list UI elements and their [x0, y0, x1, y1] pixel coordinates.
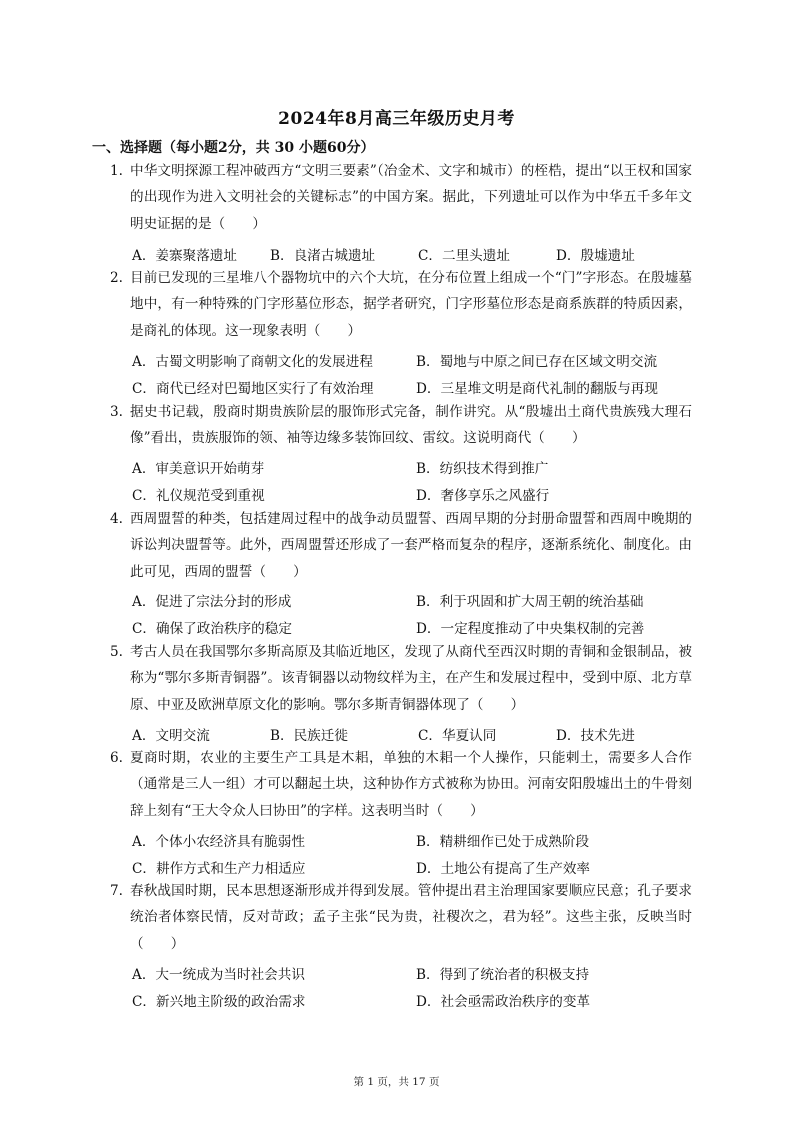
- option-a: A．审美意识开始萌芽: [132, 461, 265, 477]
- question-6: [110, 745, 692, 824]
- option-c: C．耕作方式和生产力相适应: [132, 861, 306, 877]
- question-1: [110, 158, 692, 237]
- page-footer: 第 1 页，共 17 页: [353, 1076, 440, 1088]
- option-d: D．社会亟需政治秩序的变革: [416, 994, 591, 1010]
- option-b: B．良渚古城遗址: [270, 248, 376, 264]
- option-d: D．技术先进: [556, 728, 635, 744]
- option-c: C．新兴地主阶级的政治需求: [132, 994, 306, 1010]
- option-c: C．华夏认同: [418, 728, 497, 744]
- option-b: B．利于巩固和扩大周王朝的统治基础: [416, 594, 644, 610]
- question-number: 7.: [110, 883, 123, 899]
- section-header: 一、选择题（每小题2分，共 30 小题60分）: [92, 140, 375, 156]
- option-a: A．个体小农经济具有脆弱性: [132, 834, 305, 850]
- question-stem: 西周盟誓的种类，包括建周过程中的战争动员盟誓、西周早期的分封册命盟誓和西周中晚期的诉讼判决盟誓等。此外，西周盟誓还形成了一套严格而复杂的程序，逐渐系统化、制度化。由此可见，西周的盟誓（ ）: [130, 511, 692, 580]
- option-d: D．一定程度推动了中央集权制的完善: [416, 621, 645, 637]
- question-number: 1.: [110, 163, 123, 179]
- question-2: [110, 265, 692, 344]
- question-4: [110, 506, 692, 585]
- option-b: B．蜀地与中原之间已存在区域文明交流: [416, 354, 658, 370]
- option-c: C．二里头遗址: [418, 248, 510, 264]
- option-b: B．精耕细作已处于成熟阶段: [416, 834, 590, 850]
- option-d: D．三星堆文明是商代礼制的翻版与再现: [416, 381, 658, 397]
- page-title: 2024年8月高三年级历史月考: [278, 109, 515, 129]
- question-stem: 据史书记载，殷商时期贵族阶层的服饰形式完备，制作讲究。从“殷墟出土商代贵族残大理石像”看出，贵族服饰的领、袖等边缘多装饰回纹、雷纹。这说明商代（ ）: [130, 404, 692, 447]
- option-d: D．奢侈享乐之风盛行: [416, 488, 550, 504]
- option-c: C．礼仪规范受到重视: [132, 488, 265, 504]
- option-c: C．确保了政治秩序的稳定: [132, 621, 292, 637]
- question-number: 2.: [110, 270, 123, 286]
- option-d: D．土地公有提高了生产效率: [416, 861, 591, 877]
- option-b: B．纺织技术得到推广: [416, 461, 549, 477]
- option-a: A．大一统成为当时社会共识: [132, 967, 305, 983]
- question-number: 5.: [110, 644, 123, 660]
- option-b: B．民族迁徙: [270, 728, 348, 744]
- option-c: C．商代已经对巴蜀地区实行了有效治理: [132, 381, 374, 397]
- question-stem: 考古人员在我国鄂尔多斯高原及其临近地区，发现了从商代至西汉时期的青铜和金银制品，被称为“鄂尔多斯青铜器”。该青铜器以动物纹样为主，在产生和发展过程中，受到中原、北方草原、中亚及欧洲草原文化的影响。鄂尔多斯青铜器体现了（ ）: [130, 644, 692, 713]
- question-7: [110, 878, 692, 957]
- question-stem: 夏商时期，农业的主要生产工具是木耜，单独的木耜一个人操作，只能剌土，需要多人合作（通常是三人一组）才可以翻起土块，这种协作方式被称为协田。河南安阳殷墟出土的牛骨刻辞上刻有“王大令众人曰协田”的字样。这表明当时（ ）: [130, 750, 692, 819]
- option-a: A．姜寨聚落遗址: [132, 248, 237, 264]
- option-a: A．促进了宗法分封的形成: [132, 594, 292, 610]
- question-stem: 中华文明探源工程冲破西方“文明三要素”（冶金术、文字和城市）的桎梏，提出“以王权和国家的出现作为进入文明社会的关键标志”的中国方案。据此，下列遗址可以作为中华五千多年文明史证据的是（ ）: [130, 163, 692, 232]
- question-stem: 目前已发现的三星堆八个器物坑中的六个大坑，在分布位置上组成一个“门”字形态。在殷墟墓地中，有一种特殊的门字形墓位形态，据学者研究，门字形墓位形态是商系族群的特质因素，是商礼的体现。这一现象表明（ ）: [130, 270, 692, 339]
- question-number: 6.: [110, 750, 123, 766]
- question-stem: 春秋战国时期，民本思想逐渐形成并得到发展。管仲提出君主治理国家要顺应民意；孔子要求统治者体察民情，反对苛政；孟子主张“民为贵，社稷次之，君为轻”。这些主张，反映当时（ ）: [130, 883, 692, 952]
- option-a: A．文明交流: [132, 728, 210, 744]
- option-d: D．殷墟遗址: [556, 248, 635, 264]
- option-b: B．得到了统治者的积极支持: [416, 967, 590, 983]
- question-number: 4.: [110, 511, 123, 527]
- question-5: [110, 639, 692, 718]
- question-number: 3.: [110, 404, 123, 420]
- option-a: A．古蜀文明影响了商朝文化的发展进程: [132, 354, 373, 370]
- question-3: [110, 399, 692, 452]
